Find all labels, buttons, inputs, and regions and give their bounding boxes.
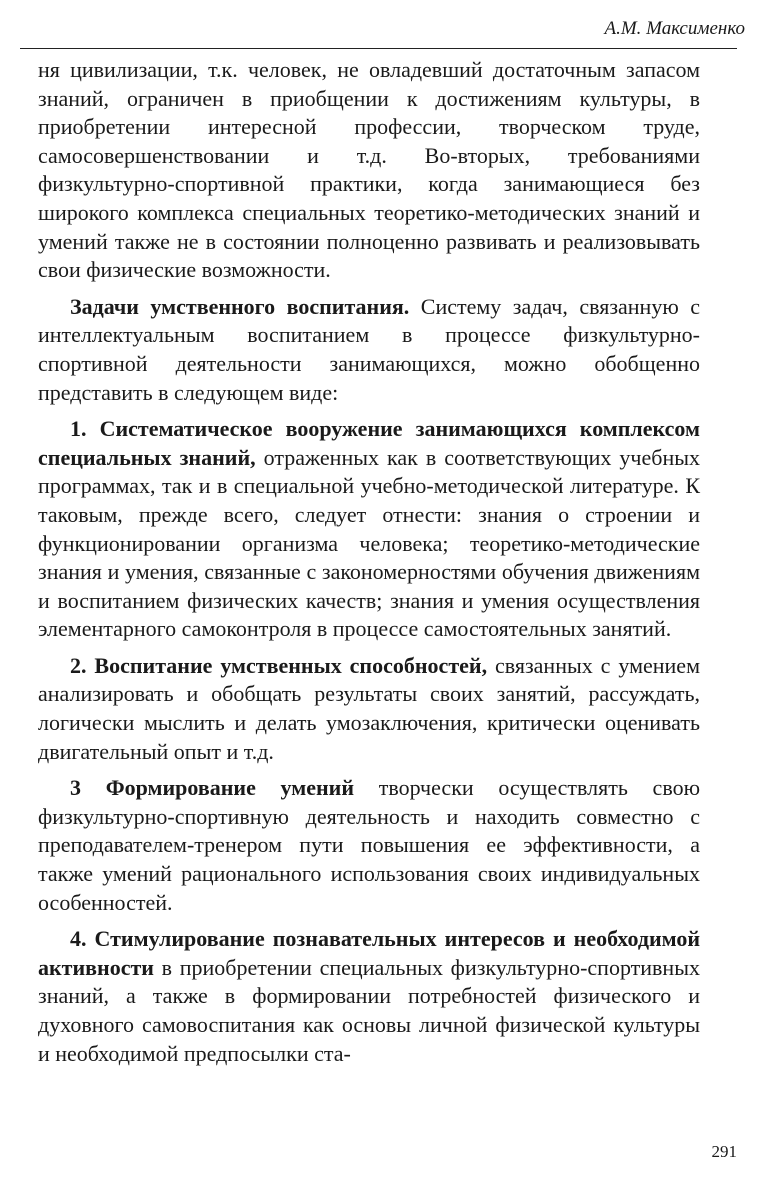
paragraph-mental-education-tasks xyxy=(38,293,700,407)
header-rule xyxy=(20,48,737,49)
paragraph-text: ня цивилизации, т.к. человек, не овладевший достаточным запасом знаний, ограничен в приобщении к достижениям культуры, в приобретении интересной профессии, творческом труде, самосовершенствовании и т.д. Во-вторых, требованиями физкультурно-спортивной практики, когда занимающиеся без широкого комплекса специальных теоретико-методических знаний и умений также не в состоянии полноценно развивать и реализовывать свои физические возможности. xyxy=(38,57,700,283)
task-heading: 3 Формирование умений xyxy=(70,775,355,801)
paragraph-task-4 xyxy=(38,925,700,1068)
running-header-author: А.М. Максименко xyxy=(604,18,745,39)
paragraph-text: Систему задач, связанную с интеллектуальным воспитанием в процессе физкультурно-спортивной деятельности занимающихся, можно обобщенно представить в следующем виде: xyxy=(38,293,701,405)
paragraph-text: в приобретении специальных физкультурно-спортивных знаний, а также в формировании потребностей физического и духовного самовоспитания как основы личной физической культуры и необходимой предпосылки ста- xyxy=(38,954,700,1066)
paragraph-text: отраженных как в соответствующих учебных программах, так и в специальной учебно-методической литературе. К таковым, прежде всего, следует отнести: знания о строении и функционировании организма человека; теоретико-методические знания и умения, связанные с закономерностями обучения движениям и воспитанием физических качеств; знания и умения осуществления элементарного самоконтроля в процессе самостоятельных занятий. xyxy=(38,444,700,642)
paragraph-heading: Задачи умственного воспитания. xyxy=(70,293,410,319)
paragraph-task-2 xyxy=(38,652,700,766)
page-number: 291 xyxy=(711,1142,737,1161)
paragraph-text: связанных с умением анализировать и обобщать результаты своих занятий, рассуждать, логически мыслить и делать умозаключения, критически оценивать двигательный опыт и т.д. xyxy=(38,652,700,764)
paragraph-task-1 xyxy=(38,415,700,644)
paragraph-continuation xyxy=(38,56,700,285)
task-heading: 1. Систематическое вооружение занимающихся комплексом специальных знаний, xyxy=(38,416,700,470)
task-heading: 2. Воспитание умственных способностей, xyxy=(70,652,488,678)
paragraph-text: творчески осуществлять свою физкультурно-спортивную деятельность и находить совместно с преподавателем-тренером пути повышения ее эффективности, а также умений рационального использования своих индивидуальных особенностей. xyxy=(38,775,700,915)
task-heading: 4. Стимулирование познавательных интересов и необходимой активности xyxy=(38,926,700,980)
body-text xyxy=(38,56,700,1076)
paragraph-task-3 xyxy=(38,774,700,917)
